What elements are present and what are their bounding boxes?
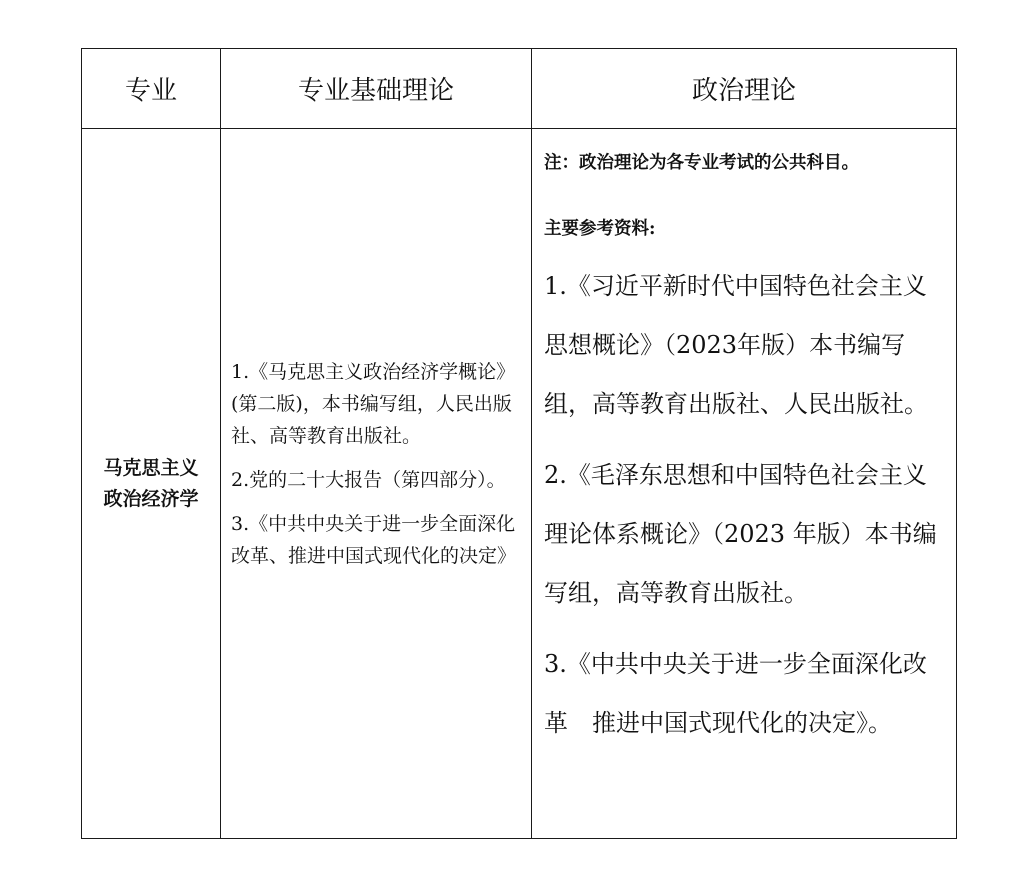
basics-item-2: 2.党的二十大报告（第四部分）。 <box>231 468 506 491</box>
reference-item-2: 2.《毛泽东思想和中国特色社会主义理论体系概论》（2023 年版）本书编写组，高等教育出版社。 <box>544 461 937 607</box>
basics-item-3: 3.《中共中央关于进一步全面深化改革、推进中国式现代化的决定》 <box>231 512 517 567</box>
table-header-row <box>82 49 957 129</box>
reference-heading: 主要参考资料: <box>544 219 656 239</box>
major-name-line1: 马克思主义 <box>103 456 199 479</box>
major-name-line2: 政治经济学 <box>103 487 199 510</box>
reference-item-1: 1.《习近平新时代中国特色社会主义思想概论》（2023年版）本书编写组，高等教育出版社、人民出版社。 <box>544 272 928 418</box>
basics-item-1: 1.《马克思主义政治经济学概论》(第二版)，本书编写组，人民出版社、高等教育出版社。 <box>231 360 516 447</box>
header-basics: 专业基础理论 <box>221 49 532 129</box>
major-cell <box>82 129 221 839</box>
syllabus-table <box>81 48 957 839</box>
politics-note: 注：政治理论为各专业考试的公共科目。 <box>544 153 859 173</box>
politics-cell <box>532 129 957 839</box>
reference-item-3: 3.《中共中央关于进一步全面深化改革 推进中国式现代化的决定》。 <box>544 650 927 737</box>
table-row <box>82 129 957 839</box>
header-major: 专业 <box>82 49 221 129</box>
basics-cell <box>221 129 532 839</box>
header-politics: 政治理论 <box>532 49 957 129</box>
